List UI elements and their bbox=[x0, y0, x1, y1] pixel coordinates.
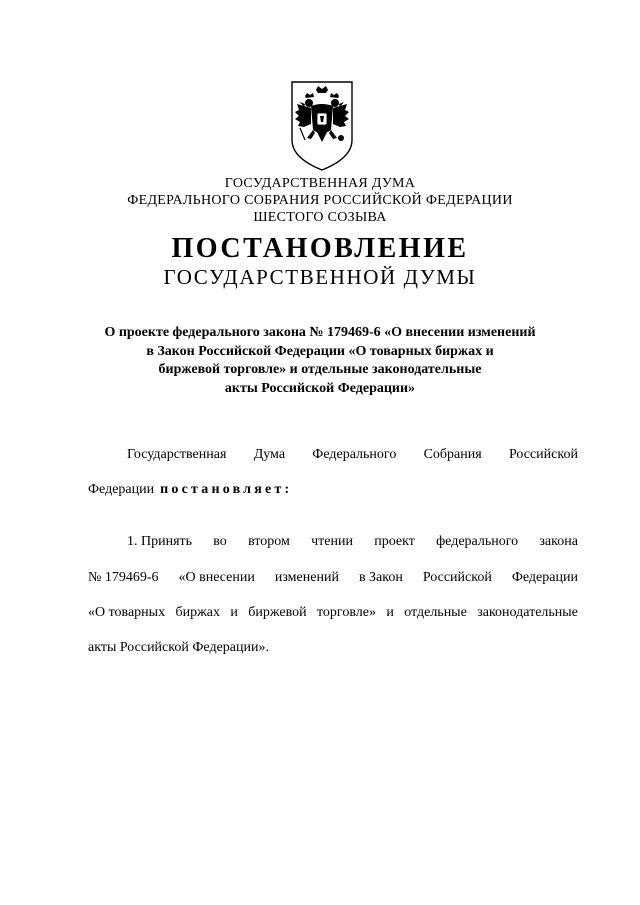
word: биржевой bbox=[248, 605, 307, 620]
word: федерального bbox=[436, 534, 519, 549]
word: изменений bbox=[274, 570, 339, 585]
word: Федерации bbox=[511, 570, 578, 585]
word: втором bbox=[248, 534, 290, 549]
word: проект bbox=[374, 534, 415, 549]
document-subtitle: ГОСУДАРСТВЕННОЙ ДУМЫ bbox=[163, 265, 477, 289]
word: в Закон bbox=[358, 570, 403, 585]
header-line-federal-assembly: ФЕДЕРАЛЬНОГО СОБРАНИЯ РОССИЙСКОЙ ФЕДЕРАЦИИ bbox=[127, 193, 513, 208]
word: Дума bbox=[253, 447, 286, 462]
word: закона bbox=[539, 534, 578, 549]
word: Федерального bbox=[312, 447, 397, 462]
word: Российской bbox=[508, 447, 578, 462]
subject-line: в Закон Российской Федерации «О товарных биржах и bbox=[146, 344, 494, 359]
double-headed-eagle-icon bbox=[287, 80, 357, 172]
point-1-line-3 bbox=[88, 604, 578, 622]
word: «О внесении bbox=[178, 570, 255, 585]
coat-of-arms-emblem bbox=[287, 80, 357, 172]
word: законодательные bbox=[477, 605, 578, 620]
point-1-line-4: акты Российской Федерации». bbox=[88, 640, 269, 655]
subject-line: О проекте федерального закона № 179469-6 «О внесении изменений bbox=[104, 325, 536, 340]
word: и bbox=[386, 605, 394, 620]
subject-line: биржевой торговле» и отдельные законодательные bbox=[158, 362, 482, 377]
preamble-line-2 bbox=[88, 481, 292, 499]
word: чтении bbox=[311, 534, 353, 549]
word: торговле» bbox=[317, 605, 376, 620]
document-title: ПОСТАНОВЛЕНИЕ bbox=[171, 233, 469, 264]
header-line-duma: ГОСУДАРСТВЕННАЯ ДУМА bbox=[224, 176, 416, 191]
word: отдельные bbox=[404, 605, 467, 620]
word: во bbox=[213, 534, 227, 549]
word: биржах bbox=[175, 605, 220, 620]
header-line-convocation: ШЕСТОГО СОЗЫВА bbox=[253, 210, 387, 225]
point-1-line-1 bbox=[127, 533, 578, 551]
word: и bbox=[230, 605, 238, 620]
word: Федерации bbox=[88, 482, 155, 497]
resolves-verb: постановляет: bbox=[160, 482, 293, 497]
word: № 179469-6 bbox=[88, 570, 159, 585]
preamble-line-1 bbox=[127, 446, 578, 464]
word: Государственная bbox=[127, 447, 227, 462]
point-1-line-2 bbox=[88, 569, 578, 587]
word: 1. Принять bbox=[127, 534, 193, 549]
word: Российской bbox=[422, 570, 492, 585]
subject-line: акты Российской Федерации» bbox=[224, 381, 416, 396]
word: Собрания bbox=[423, 447, 482, 462]
word: «О товарных bbox=[88, 605, 166, 620]
